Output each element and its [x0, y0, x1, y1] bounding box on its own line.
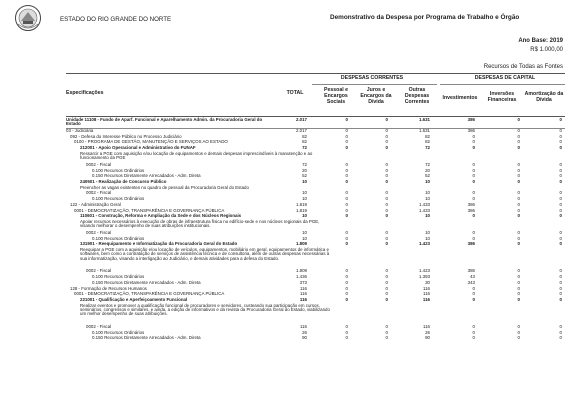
cell-value: 116: [423, 324, 430, 329]
cell-value: 10: [425, 213, 430, 219]
row-label: 0002 - Fiscal: [86, 161, 112, 167]
cell-value: 0: [517, 167, 520, 173]
cell-value: 0: [559, 285, 562, 291]
cell-value: 0: [385, 296, 388, 302]
cell-value: 10: [302, 235, 307, 241]
cell-value: 0: [385, 128, 388, 133]
description-row: [0, 302, 585, 317]
cell-value: 0: [517, 324, 520, 329]
cell-value: 0: [345, 329, 348, 335]
cell-value: 26: [302, 329, 307, 335]
cell-value: 1.423: [419, 241, 430, 247]
cell-value: 0: [345, 279, 348, 285]
row-label: 0.100 Recursos Ordinários: [92, 235, 145, 241]
header-top-rule: [66, 73, 565, 74]
cell-value: 0: [385, 207, 388, 213]
cell-value: 0: [472, 167, 475, 173]
row-description: Realizar eventos e promover a qualificação funcional de procuradores e servidores, custeando sua participação em cursos, seminários, congressos e similares, e ainda, a edição de informativos e da revista da Procuradoria Geral do Estado, viabilizando um melhor desempenho de suas atribuições.: [80, 302, 330, 317]
cell-value: 0: [385, 329, 388, 335]
cell-value: 0: [385, 335, 388, 341]
cell-value: 0: [517, 229, 520, 235]
base-year: Ano Base: 2019: [518, 38, 563, 44]
cell-value: 10: [302, 213, 307, 219]
cell-value: 0: [517, 207, 520, 213]
table-row: [0, 336, 585, 342]
row-label: 131901 - Reequipamento e Informatização da Procuradoria Geral do Estado: [80, 241, 238, 247]
cell-value: 0: [345, 161, 348, 167]
cell-value: 0: [559, 167, 562, 173]
cell-value: 0: [385, 145, 388, 151]
cell-value: 116: [423, 285, 430, 291]
cell-value: 0: [517, 133, 520, 139]
cell-value: 386: [467, 128, 475, 133]
cell-value: 1.433: [419, 201, 430, 207]
cell-value: 10: [302, 196, 307, 202]
cell-value: 0: [472, 161, 475, 167]
cell-value: 1.819: [296, 207, 307, 213]
cell-value: 0: [345, 285, 348, 291]
cell-value: 72: [425, 161, 430, 167]
cell-value: 0: [517, 274, 520, 280]
cell-value: 0: [559, 268, 562, 274]
cell-value: 52: [425, 173, 430, 179]
table-row: [0, 117, 585, 127]
cell-value: 0: [517, 145, 520, 151]
cell-value: 0: [472, 190, 475, 196]
cell-value: 0: [385, 229, 388, 235]
cell-value: 0: [559, 229, 562, 235]
cell-value: 0: [559, 213, 562, 219]
row-label: 0.100 Recursos Ordinários: [92, 274, 145, 280]
cell-value: 52: [302, 173, 307, 179]
capital-expenses-group: DESPESAS DE CAPITAL: [474, 75, 536, 81]
cell-value: 1.809: [296, 241, 307, 247]
cell-value: 82: [425, 133, 430, 139]
cell-value: 0: [385, 279, 388, 285]
row-label: 0002 - Fiscal: [86, 190, 112, 196]
cell-value: 0: [559, 324, 562, 329]
cell-value: 0: [345, 207, 348, 213]
row-label: 0.100 Recursos Ordinários: [92, 167, 145, 173]
cell-value: 386: [467, 241, 475, 247]
cell-value: 0: [345, 335, 348, 341]
cell-value: 0: [385, 190, 388, 196]
cell-value: 0: [472, 178, 475, 184]
cell-value: 0: [345, 201, 348, 207]
cell-value: 82: [425, 139, 430, 145]
row-label: 0002 - Fiscal: [86, 268, 112, 274]
cell-value: 0: [559, 201, 562, 207]
row-label: 240501 - Realização de Concurso Público: [80, 178, 167, 184]
cell-value: 0: [559, 139, 562, 145]
cell-value: 26: [425, 329, 430, 335]
row-description: Apoiar recursos necessários à execução de obras de infraestrutura física no edifício-sede e nos núcleos regionais da PGE, visando melhorar o desempenho de suas atribuições institucionais.: [80, 218, 320, 229]
cell-value: 10: [302, 229, 307, 235]
specifications-header: Especificações: [66, 90, 104, 96]
row-label: 0.100 Recursos Ordinários: [92, 329, 145, 335]
row-label: 212001 - Apoio Operacional e Administrativo do FUNAF: [80, 145, 196, 151]
cell-value: 0: [385, 324, 388, 329]
row-label: 03 - Judiciária: [66, 128, 94, 133]
cell-value: 82: [302, 133, 307, 139]
cell-value: 0: [385, 173, 388, 179]
cell-value: 0: [517, 173, 520, 179]
cell-value: 0: [517, 329, 520, 335]
cell-value: 0: [559, 196, 562, 202]
cell-value: 10: [425, 190, 430, 196]
cell-value: 0: [345, 241, 348, 247]
cell-value: 0: [517, 296, 520, 302]
cell-value: 30: [425, 279, 430, 285]
cell-value: 0: [345, 235, 348, 241]
cell-value: 0: [472, 173, 475, 179]
cell-value: 0: [559, 235, 562, 241]
cell-value: 0: [559, 335, 562, 341]
cell-value: 0: [517, 291, 520, 297]
cell-value: 90: [302, 335, 307, 341]
cell-value: 0: [472, 296, 475, 302]
cell-value: 0: [559, 173, 562, 179]
amortization-header: Amortização da Dívida: [524, 91, 564, 103]
cell-value: 2.017: [296, 117, 307, 122]
cell-value: 0: [559, 128, 562, 133]
cell-value: 343: [467, 279, 475, 285]
row-label: 0002 - Fiscal: [86, 229, 112, 235]
cell-value: 0: [345, 291, 348, 297]
cell-value: 0: [385, 167, 388, 173]
cell-value: 0: [517, 139, 520, 145]
cell-value: 0: [559, 133, 562, 139]
cell-value: 0: [517, 335, 520, 341]
cell-value: 0: [345, 190, 348, 196]
row-label: 092 - Defesa do Interesse Público no Processo Judiciário: [70, 133, 182, 139]
row-label: 0001 - DEMOCRATIZAÇÃO, TRANSPARÊNCIA E GOVERNANÇA PÚBLICA: [74, 207, 225, 213]
cell-value: 0: [472, 213, 475, 219]
row-label: 122 - Administração Geral: [70, 201, 121, 207]
cell-value: 0: [345, 324, 348, 329]
cell-value: 373: [299, 279, 307, 285]
cell-value: 0: [559, 329, 562, 335]
cell-value: 0: [345, 173, 348, 179]
cell-value: 1.423: [419, 268, 430, 274]
cell-value: 1.393: [419, 274, 430, 280]
cell-value: 10: [425, 178, 430, 184]
cell-value: 116: [300, 285, 307, 291]
row-label: 0.150 Recursos Diretamente Arrecadados - Adm. Direta: [92, 173, 201, 179]
unit-scale: R$ 1.000,00: [530, 47, 563, 53]
cell-value: 43: [470, 274, 475, 280]
cell-value: 0: [559, 296, 562, 302]
cell-value: 10: [425, 229, 430, 235]
personnel-header: Pessoal e Encargos Sociais: [324, 87, 348, 105]
row-description: Preencher as vagas existentes no quadro de pessoal da Procuradoria Geral do Estado: [80, 184, 249, 190]
row-label: 0001 - DEMOCRATIZAÇÃO, TRANSPARÊNCIA E GOVERNANÇA PÚBLICA: [74, 291, 225, 297]
cell-value: 0: [517, 178, 520, 184]
state-name: ESTADO DO RIO GRANDE DO NORTE: [60, 16, 172, 23]
cell-value: 0: [517, 279, 520, 285]
cell-value: 0: [385, 213, 388, 219]
cell-value: 0: [345, 167, 348, 173]
cell-value: 116: [422, 296, 430, 302]
cell-value: 0: [517, 268, 520, 274]
row-label: 0002 - Fiscal: [86, 324, 112, 329]
cell-value: 72: [302, 161, 307, 167]
cell-value: 0: [517, 285, 520, 291]
cell-value: 0: [345, 229, 348, 235]
total-header: TOTAL: [286, 90, 304, 96]
state-seal-logo: [14, 4, 42, 32]
cell-value: 0: [385, 201, 388, 207]
cell-value: 1.433: [419, 207, 430, 213]
investments-header: Investimentos: [442, 95, 478, 101]
cell-value: 0: [559, 117, 562, 122]
row-description: Ressarcir a PGE com aquisição e/ou locação de equipamentos e demais despesas imprescindíveis à manutenção e ao funcionamento da PGE: [80, 150, 313, 161]
interest-header: Juros e Encargos da Dívida: [360, 87, 392, 105]
cell-value: 0: [345, 133, 348, 139]
cell-value: 116: [299, 296, 307, 302]
cell-value: 0: [517, 213, 520, 219]
row-label: Unidade 11108 - Fundo de Aparf. Funcional e Aparelhamento Admin. da Procuradoria Geral do Estado: [66, 117, 263, 127]
cell-value: 0: [345, 145, 348, 151]
cell-value: 0: [385, 196, 388, 202]
cell-value: 0: [472, 145, 475, 151]
description-row: [0, 247, 585, 261]
cell-value: 0: [472, 235, 475, 241]
cell-value: 0: [385, 274, 388, 280]
cell-value: 116: [423, 291, 430, 297]
cell-value: 90: [425, 335, 430, 341]
cell-value: 0: [385, 139, 388, 145]
cell-value: 0: [559, 274, 562, 280]
row-label: 0.100 Recursos Ordinários: [92, 196, 145, 202]
row-label: 0.150 Recursos Diretamente Arrecadados - Adm. Direta: [92, 335, 201, 341]
cell-value: 0: [517, 235, 520, 241]
cell-value: 0: [385, 285, 388, 291]
cell-value: 0: [517, 241, 520, 247]
cell-value: 386: [467, 268, 475, 274]
cell-value: 0: [472, 324, 475, 329]
cell-value: 0: [472, 196, 475, 202]
cell-value: 386: [467, 207, 475, 213]
cell-value: 0: [345, 178, 348, 184]
current-group-rule: [312, 84, 437, 85]
row-label: 0.150 Recursos Diretamente Arrecadados - Adm. Direta: [92, 279, 201, 285]
cell-value: 1.809: [296, 268, 307, 274]
cell-value: 0: [517, 196, 520, 202]
cell-value: 10: [302, 190, 307, 196]
cell-value: 1.631: [419, 117, 430, 122]
row-label: 128 - Formação de Recursos Humanos: [70, 285, 147, 291]
cell-value: 82: [302, 139, 307, 145]
resource-source: Recursos de Todas as Fontes: [483, 64, 563, 70]
row-label: 110601 - Construção, Reforma e Ampliação da Sede e dos Núcleos Regionais: [80, 213, 242, 219]
cell-value: 1.631: [419, 128, 430, 133]
cell-value: 0: [517, 190, 520, 196]
cell-value: 0: [345, 296, 348, 302]
cell-value: 0: [345, 117, 348, 122]
cell-value: 1.819: [296, 201, 307, 207]
cell-value: 0: [559, 161, 562, 167]
cell-value: 386: [467, 117, 475, 122]
cell-value: 0: [385, 241, 388, 247]
cell-value: 0: [517, 201, 520, 207]
description-row: [0, 218, 585, 229]
other-current-header: Outras Despesas Correntes: [404, 87, 430, 105]
cell-value: 0: [472, 335, 475, 341]
cell-value: 0: [345, 213, 348, 219]
cell-value: 0: [345, 268, 348, 274]
financial-header: Inversões Financeiras: [487, 91, 517, 103]
cell-value: 0: [385, 235, 388, 241]
row-description: Reequipar a PGE com a aquisição e/ou locação de veículos, equipamentos, mobiliário em geral, equipamentos de informática e softwares, bem como a contratação de serviços de assistência técnica e de consultoria, além de outras despesas necessárias à sua informatização, visando a interligação ao Judiciário, e demais atividades para a defesa do Estado.: [80, 247, 330, 261]
cell-value: 0: [472, 329, 475, 335]
cell-value: 0: [559, 279, 562, 285]
cell-value: 0: [517, 128, 520, 133]
cell-value: 0: [559, 207, 562, 213]
cell-value: 0: [472, 285, 475, 291]
cell-value: 72: [302, 145, 307, 151]
cell-value: 0: [385, 161, 388, 167]
cell-value: 0: [559, 178, 562, 184]
cell-value: 72: [425, 145, 430, 151]
cell-value: 0: [472, 133, 475, 139]
cell-value: 0: [559, 190, 562, 196]
cell-value: 0: [472, 139, 475, 145]
capital-group-rule: [440, 84, 565, 85]
cell-value: 2.017: [296, 128, 307, 133]
report-title: Demonstrativo da Despesa por Programa de Trabalho e Órgão: [330, 14, 520, 21]
cell-value: 10: [302, 178, 307, 184]
row-label: 0100 - PROGRAMA DE GESTÃO, MANUTENÇÃO E SERVIÇOS AO ESTADO: [74, 139, 228, 145]
cell-value: 1.436: [296, 274, 307, 280]
cell-value: 0: [385, 117, 388, 122]
cell-value: 0: [559, 291, 562, 297]
cell-value: 386: [467, 201, 475, 207]
cell-value: 116: [300, 291, 307, 297]
cell-value: 10: [425, 235, 430, 241]
description-row: [0, 150, 585, 161]
cell-value: 0: [517, 117, 520, 122]
cell-value: 0: [559, 241, 562, 247]
cell-value: 10: [425, 196, 430, 202]
cell-value: 0: [559, 145, 562, 151]
cell-value: 20: [302, 167, 307, 173]
cell-value: 0: [385, 291, 388, 297]
cell-value: 116: [300, 324, 307, 329]
cell-value: 0: [385, 178, 388, 184]
current-expenses-group: DESPESAS CORRENTES: [340, 75, 404, 81]
cell-value: 0: [385, 268, 388, 274]
cell-value: 0: [385, 133, 388, 139]
cell-value: 20: [425, 167, 430, 173]
cell-value: 0: [345, 128, 348, 133]
cell-value: 0: [517, 161, 520, 167]
cell-value: 0: [472, 291, 475, 297]
row-label: 221001 - Qualificação e Aperfeiçoamento Funcional: [80, 296, 188, 302]
cell-value: 0: [345, 139, 348, 145]
cell-value: 0: [345, 274, 348, 280]
cell-value: 0: [472, 229, 475, 235]
cell-value: 0: [345, 196, 348, 202]
